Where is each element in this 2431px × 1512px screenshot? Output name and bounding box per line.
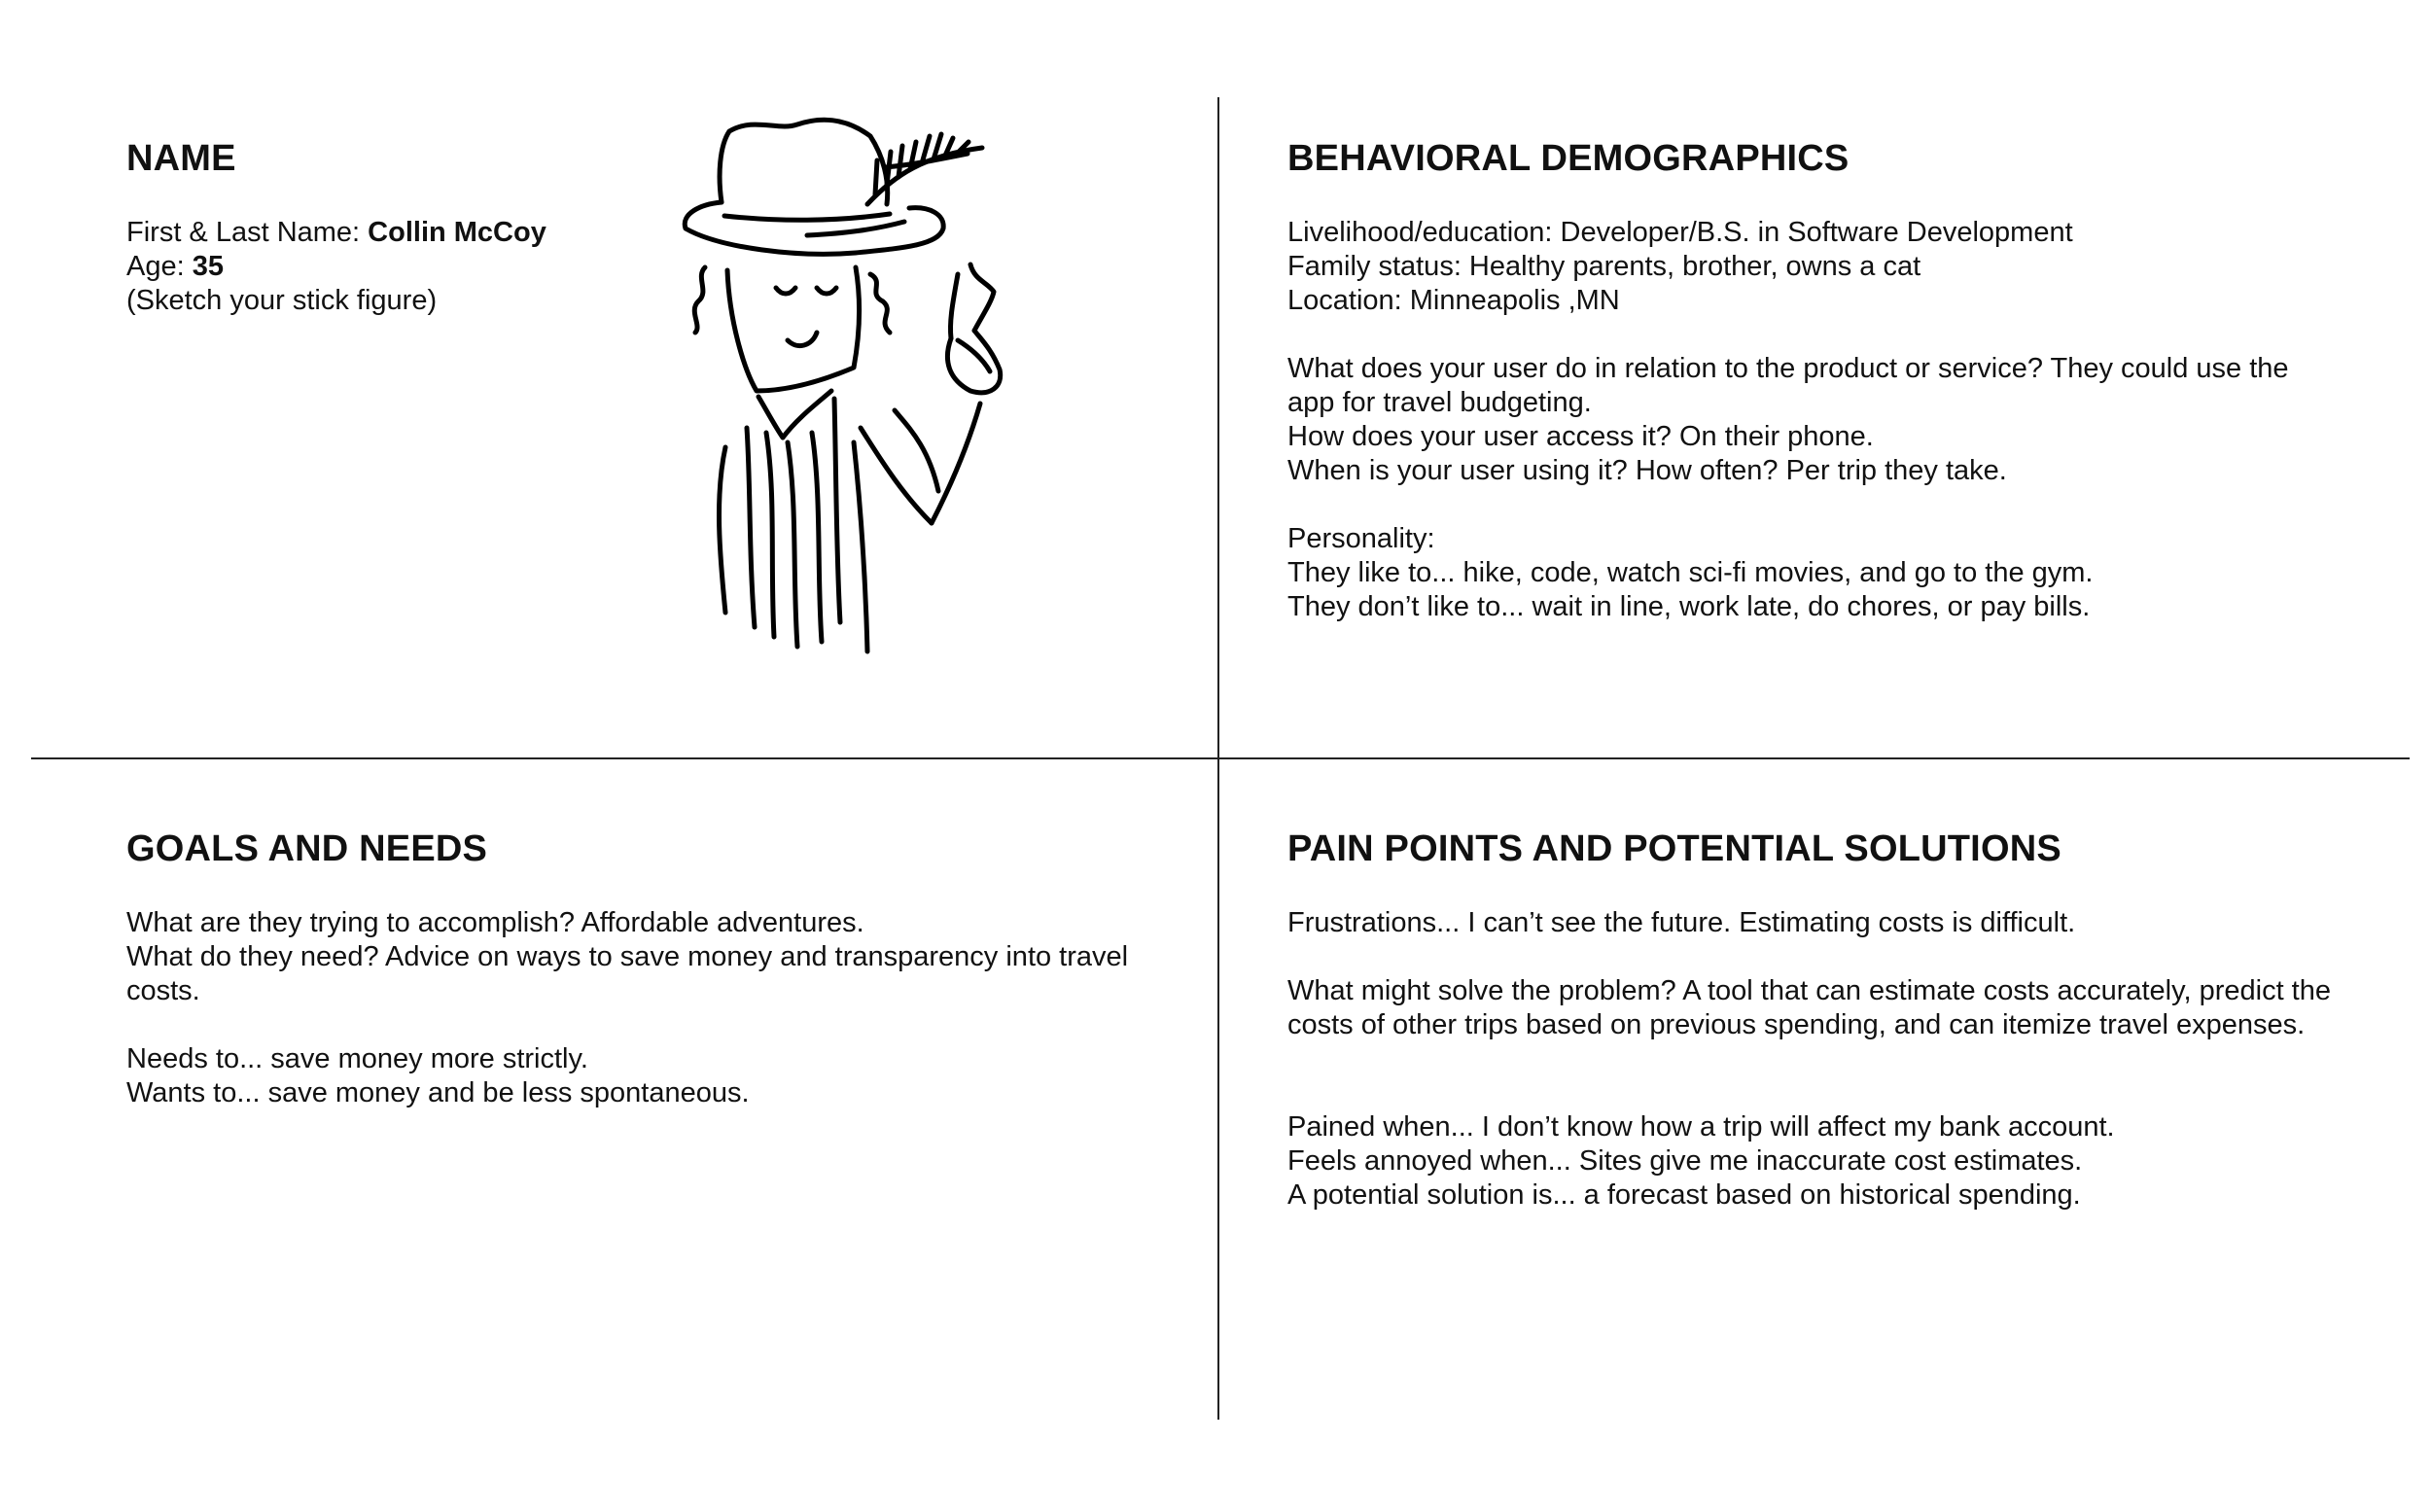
spacer [1287,1042,2338,1076]
hair-left [694,267,705,333]
livelihood-line: Livelihood/education: Developer/B.S. in Software Development [1287,217,2073,248]
frequency-line: When is your user using it? How often? Per trip they take. [1287,455,2007,486]
horizontal-divider [31,757,2410,759]
goals-and-needs-section [126,826,1177,1110]
collar-left [758,397,783,438]
family-status-line: Family status: Healthy parents, brother, owns a cat [1287,251,1921,282]
stripe-2 [766,433,774,637]
hair-right [870,274,890,333]
face-outline [727,267,860,391]
collar-right [783,391,831,438]
spacer [1287,318,2338,352]
product-usage-line: What does your user do in relation to the product or service? They could use the app for travel budgeting. [1287,353,2289,418]
wants-to-line: Wants to... save money and be less spontaneous. [126,1077,750,1108]
arm-lower-line [895,410,938,491]
solve-problem-line: What might solve the problem? A tool that can estimate costs accurately, predict the costs of other trips based on previous spending, and can itemize travel expenses. [1287,975,2331,1040]
spacer [126,1008,1177,1042]
annoyed-when-line: Feels annoyed when... Sites give me inaccurate cost estimates. [1287,1145,2083,1177]
sketch-note: (Sketch your stick figure) [126,285,438,316]
spacer [1287,940,2338,974]
hat-brim [685,202,943,254]
potential-solution-line: A potential solution is... a forecast based on historical spending. [1287,1179,2081,1211]
body-left [719,447,725,613]
frustrations-line: Frustrations... I can’t see the future. Estimating costs is difficult. [1287,907,2076,938]
full-name-line [126,216,671,250]
pain-points-heading: PAIN POINTS AND POTENTIAL SOLUTIONS [1287,828,2061,869]
hat-band [724,214,890,220]
finger-1 [950,274,958,338]
feather-barbs [875,134,969,194]
goals-heading: GOALS AND NEEDS [126,828,488,869]
age-value: 35 [192,251,224,282]
name-value: Collin McCoy [368,217,546,248]
personality-label: Personality: [1287,523,1435,554]
finger-2 [970,264,994,331]
needs-question-line: What do they need? Advice on ways to save money and transparency into travel costs. [126,941,1129,1006]
pained-when-line: Pained when... I don’t know how a trip will affect my bank account. [1287,1111,2115,1143]
age-label: Age: [126,251,193,282]
behavioral-demographics-section [1287,136,2338,624]
age-line [126,250,671,284]
arm-forearm [932,404,980,523]
name-label: First & Last Name: [126,217,369,248]
spacer [1287,488,2338,522]
stick-figure-sketch [661,107,1079,671]
stick-figure-drawing [661,107,1079,671]
name-section [126,136,671,318]
access-line: How does your user access it? On their phone. [1287,421,1874,452]
hat-band-lower [807,222,904,235]
likes-line: They like to... hike, code, watch sci-fi movies, and go to the gym. [1287,557,2094,588]
stripe-4 [812,433,822,642]
needs-to-line: Needs to... save money more strictly. [126,1043,588,1074]
dislikes-line: They don’t like to... wait in line, work late, do chores, or pay bills. [1287,591,2091,622]
stripe-3 [788,442,797,647]
pain-points-section [1287,826,2338,1213]
stripe-5 [834,399,840,622]
smile [788,333,817,346]
left-eye [776,288,795,294]
hat-crown [720,120,888,204]
name-heading: NAME [126,138,236,179]
right-eye [817,288,836,294]
stripe-1 [747,428,755,627]
body-right [854,442,867,651]
spacer [1287,1076,2338,1110]
behavioral-heading: BEHAVIORAL DEMOGRAPHICS [1287,138,1850,179]
accomplish-line: What are they trying to accomplish? Affordable adventures. [126,907,864,938]
location-line: Location: Minneapolis ,MN [1287,285,1620,316]
